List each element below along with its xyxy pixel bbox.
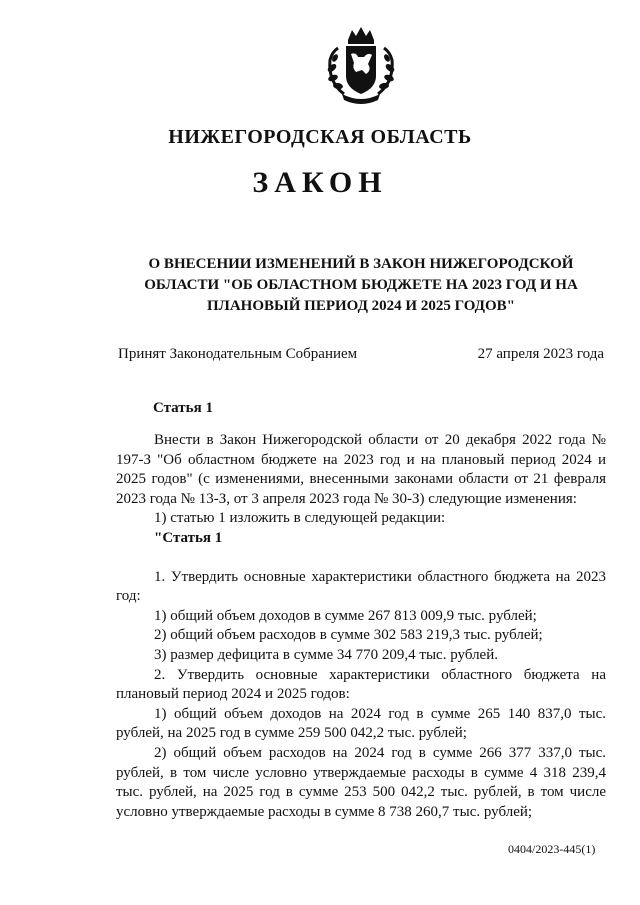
region-name: НИЖЕГОРОДСКАЯ ОБЛАСТЬ [168, 126, 472, 148]
paragraph-item: 2) общий объем расходов в сумме 302 583 219,3 тыс. рублей; [154, 627, 543, 644]
article-heading: Статья 1 [153, 400, 213, 416]
law-title: О ВНЕСЕНИИ ИЗМЕНЕНИЙ В ЗАКОН НИЖЕГОРОДСКОЙ ОБЛАСТИ "ОБ ОБЛАСТНОМ БЮДЖЕТЕ НА 2023 ГОД И НА ПЛАНОВЫЙ ПЕРИОД 2024 И 2025 ГОДОВ" [144, 256, 578, 314]
paragraph-item: 1) статью 1 изложить в следующей редакции: [154, 510, 446, 527]
paragraph-item: 3) размер дефицита в сумме 34 770 209,4 тыс. рублей. [154, 646, 498, 663]
paragraph-item: 2. Утвердить основные характеристики областного бюджета на плановый период 2024 и 2025 годов: [116, 666, 606, 703]
paragraph-item: 1) общий объем доходов в сумме 267 813 009,9 тыс. рублей; [154, 607, 537, 624]
document-code: 0404/2023-445(1) [508, 842, 596, 856]
paragraph-item: 1. Утвердить основные характеристики областного бюджета на 2023 год: [116, 568, 606, 605]
law-body [116, 431, 606, 822]
paragraph-item: 1) общий объем доходов на 2024 год в сумме 265 140 837,0 тыс. рублей, на 2025 год в сумме 259 500 042,2 тыс. рублей; [116, 705, 606, 742]
coat-of-arms-icon [318, 24, 404, 108]
adoption-line [118, 346, 604, 363]
quoted-article-heading: "Статья 1 [154, 529, 223, 546]
adoption-date: 27 апреля 2023 года [477, 346, 604, 362]
paragraph-item: 2) общий объем расходов на 2024 год в сумме 266 377 337,0 тыс. рублей, в том числе условно утверждаемые расходы в сумме 4 318 239,4 тыс. рублей, на 2025 год в сумме 253 500 042,2 тыс. рублей, в том числе условно утверждаемые расходы в сумме 8 738 260,7 тыс. рублей; [116, 744, 606, 820]
paragraph-intro: Внести в Закон Нижегородской области от 20 декабря 2022 года № 197-З "Об областном бюджете на 2023 год и на плановый период 2024 и 2025 годов" (с изменениями, внесенными законами области от 21 февраля 2023 года № 13-З, от 3 апреля 2023 года № 30-З) следующие изменения: [116, 432, 606, 507]
adopted-by: Принят Законодательным Собранием [118, 346, 358, 362]
document-type: ЗАКОН [252, 166, 388, 199]
